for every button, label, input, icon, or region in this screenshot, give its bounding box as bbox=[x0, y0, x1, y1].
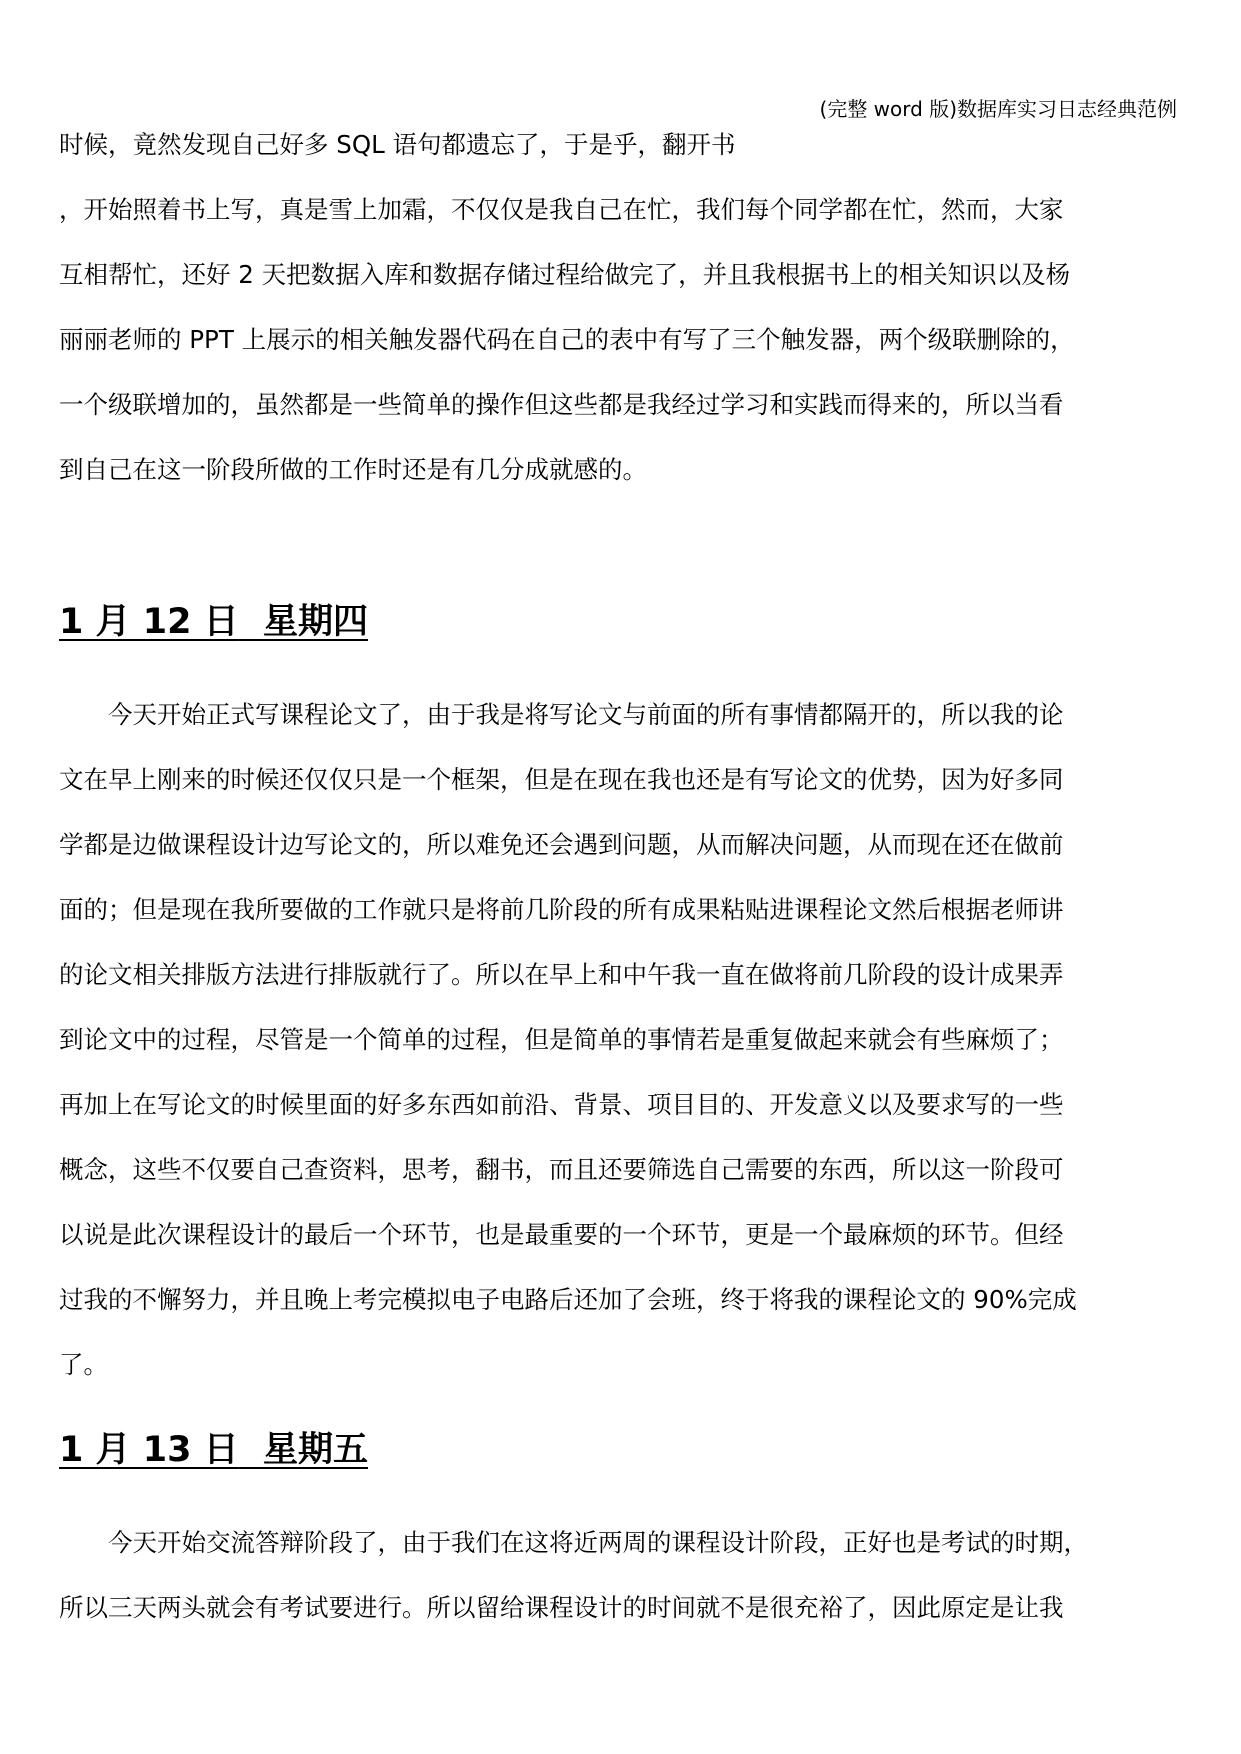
entry-weekday: 星期四 bbox=[263, 602, 369, 642]
entry-weekday: 星期五 bbox=[263, 1430, 369, 1470]
paragraph-line: 学都是边做课程设计边写论文的，所以难免还会遇到问题，从而解决问题，从而现在还在做前 bbox=[59, 830, 1064, 859]
paragraph-line: 了。 bbox=[59, 1350, 108, 1379]
paragraph-line: 今天开始正式写课程论文了，由于我是将写论文与前面的所有事情都隔开的，所以我的论 bbox=[108, 700, 1064, 729]
paragraph-line: 所以三天两头就会有考试要进行。所以留给课程设计的时间就不是很充裕了，因此原定是让我 bbox=[59, 1593, 1064, 1622]
continuation-paragraph bbox=[59, 112, 1179, 502]
paragraph-line: 时候，竟然发现自己好多 SQL 语句都遗忘了，于是乎，翻开书 bbox=[59, 130, 736, 159]
paragraph-line: 再加上在写论文的时候里面的好多东西如前沿、背景、项目目的、开发意义以及要求写的一些 bbox=[59, 1090, 1064, 1119]
paragraph-line: 概念，这些不仅要自己查资料，思考，翻书，而且还要筛选自己需要的东西，所以这一阶段可 bbox=[59, 1155, 1064, 1184]
entry-paragraph bbox=[59, 682, 1179, 1397]
paragraph-line: 今天开始交流答辩阶段了，由于我们在这将近两周的课程设计阶段，正好也是考试的时期， bbox=[108, 1528, 1088, 1557]
paragraph-line: 到论文中的过程，尽管是一个简单的过程，但是简单的事情若是重复做起来就会有些麻烦了； bbox=[59, 1025, 1064, 1054]
paragraph-line: 丽丽老师的 PPT 上展示的相关触发器代码在自己的表中有写了三个触发器，两个级联删除的， bbox=[59, 325, 1075, 354]
paragraph-line: 一个级联增加的，虽然都是一些简单的操作但这些都是我经过学习和实践而得来的，所以当看 bbox=[59, 390, 1064, 419]
paragraph-line: ，开始照着书上写，真是雪上加霜，不仅仅是我自己在忙，我们每个同学都在忙，然而，大家 bbox=[59, 195, 1064, 224]
entry-date-heading bbox=[59, 600, 368, 644]
entry-date-heading bbox=[59, 1428, 368, 1472]
paragraph-line: 互相帮忙，还好 2 天把数据入库和数据存储过程给做完了，并且我根据书上的相关知识以及杨 bbox=[59, 260, 1071, 289]
entry-date: 1 月 13 日 bbox=[59, 1430, 239, 1470]
entry-paragraph bbox=[59, 1510, 1179, 1640]
paragraph-line: 文在早上刚来的时候还仅仅只是一个框架，但是在现在我也还是有写论文的优势，因为好多同 bbox=[59, 765, 1064, 794]
paragraph-line: 到自己在这一阶段所做的工作时还是有几分成就感的。 bbox=[59, 455, 647, 484]
paragraph-line: 的论文相关排版方法进行排版就行了。所以在早上和中午我一直在做将前几阶段的设计成果弄 bbox=[59, 960, 1064, 989]
running-header-title: (完整 word 版)数据库实习日志经典范例 bbox=[819, 97, 1177, 121]
paragraph-line: 过我的不懈努力，并且晚上考完模拟电子电路后还加了会班，终于将我的课程论文的 90%完成 bbox=[59, 1285, 1077, 1314]
paragraph-line: 以说是此次课程设计的最后一个环节，也是最重要的一个环节，更是一个最麻烦的环节。但经 bbox=[59, 1220, 1064, 1249]
paragraph-line: 面的；但是现在我所要做的工作就只是将前几阶段的所有成果粘贴进课程论文然后根据老师讲 bbox=[59, 895, 1064, 924]
entry-date: 1 月 12 日 bbox=[59, 602, 239, 642]
